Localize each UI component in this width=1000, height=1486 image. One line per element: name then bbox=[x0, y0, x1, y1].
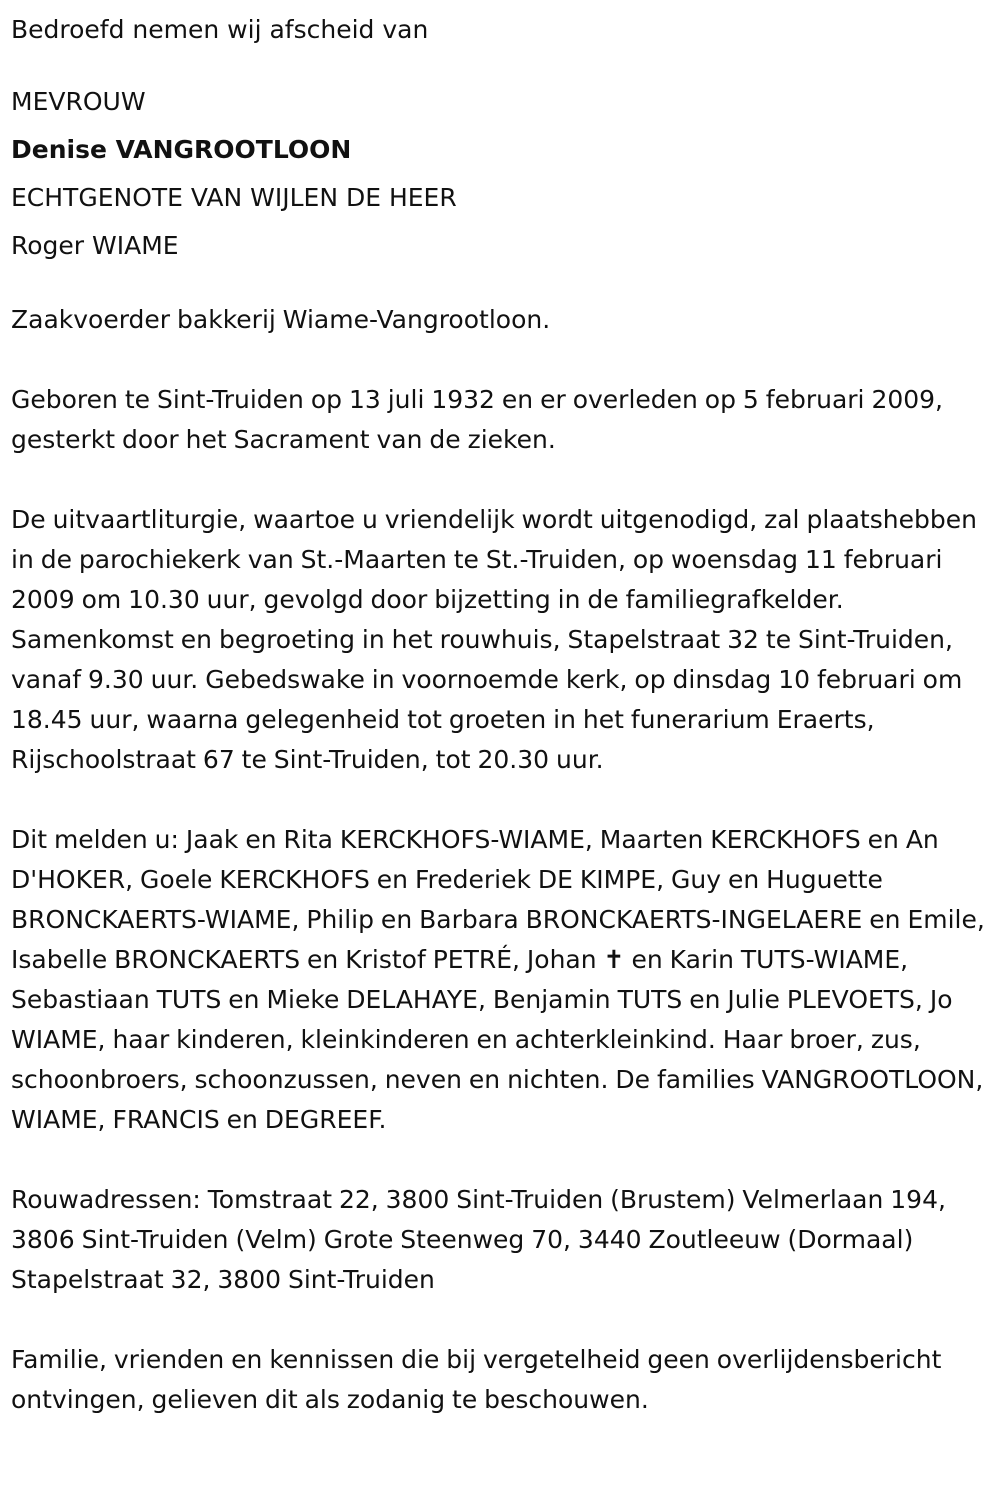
intro-text: Bedroefd nemen wij afscheid van bbox=[11, 15, 429, 44]
occupation-text: Zaakvoerder bakkerij Wiame-Vangrootloon. bbox=[11, 305, 551, 334]
salutation: MEVROUW bbox=[11, 87, 146, 116]
family-text bbox=[11, 820, 990, 1140]
spouse-name: Roger WIAME bbox=[11, 231, 179, 260]
family-text-part1: Dit melden u: Jaak en Rita KERCKHOFS-WIAME, Maarten KERCKHOFS en An D'HOKER, Goele KERCKHOFS en Frederiek DE KIMPE, Guy en Huguette BRONCKAERTS-WIAME, Philip en Barbara BRONCKAERTS-INGELAERE en Emile, Isabelle BRONCKAERTS en Kristof PETRÉ, Johan bbox=[11, 825, 985, 974]
deceased-name: Denise VANGROOTLOON bbox=[11, 135, 352, 164]
birth-death-text: Geboren te Sint-Truiden op 13 juli 1932 en er overleden op 5 februari 2009, gesterkt door het Sacrament van de zieken. bbox=[11, 385, 944, 454]
closing-text: Familie, vrienden en kennissen die bij vergetelheid geen overlijdensbericht ontvingen, gelieven dit als zodanig te beschouwen. bbox=[11, 1345, 942, 1414]
funeral-text: De uitvaartliturgie, waartoe u vriendelijk wordt uitgenodigd, zal plaatshebben in de parochiekerk van St.-Maarten te St.-Truiden, op woensdag 11 februari 2009 om 10.30 uur, gevolgd door bijzetting in de familiegrafkelder. Samenkomst en begroeting in het rouwhuis, Stapelstraat 32 te Sint-Truiden, vanaf 9.30 uur. Gebedswake in voornoemde kerk, op dinsdag 10 februari om 18.45 uur, waarna gelegenheid tot groeten in het funerarium Eraerts, Rijschoolstraat 67 te Sint-Truiden, tot 20.30 uur. bbox=[11, 505, 977, 774]
relation-text: ECHTGENOTE VAN WIJLEN DE HEER bbox=[11, 183, 457, 212]
addresses-text: Rouwadressen: Tomstraat 22, 3800 Sint-Truiden (Brustem) Velmerlaan 194, 3806 Sint-Truiden (Velm) Grote Steenweg 70, 3440 Zoutleeuw (Dormaal) Stapelstraat 32, 3800 Sint-Truiden bbox=[11, 1185, 946, 1294]
cross-icon: ✝ bbox=[603, 945, 625, 974]
family-text-part2: en Karin TUTS-WIAME, Sebastiaan TUTS en Mieke DELAHAYE, Benjamin TUTS en Julie PLEVOETS, Jo WIAME, haar kinderen, kleinkinderen en achterkleinkind. Haar broer, zus, schoonbroers, schoonzussen, neven en nichten. De families VANGROOTLOON, WIAME, FRANCIS en DEGREEF. bbox=[11, 945, 984, 1134]
